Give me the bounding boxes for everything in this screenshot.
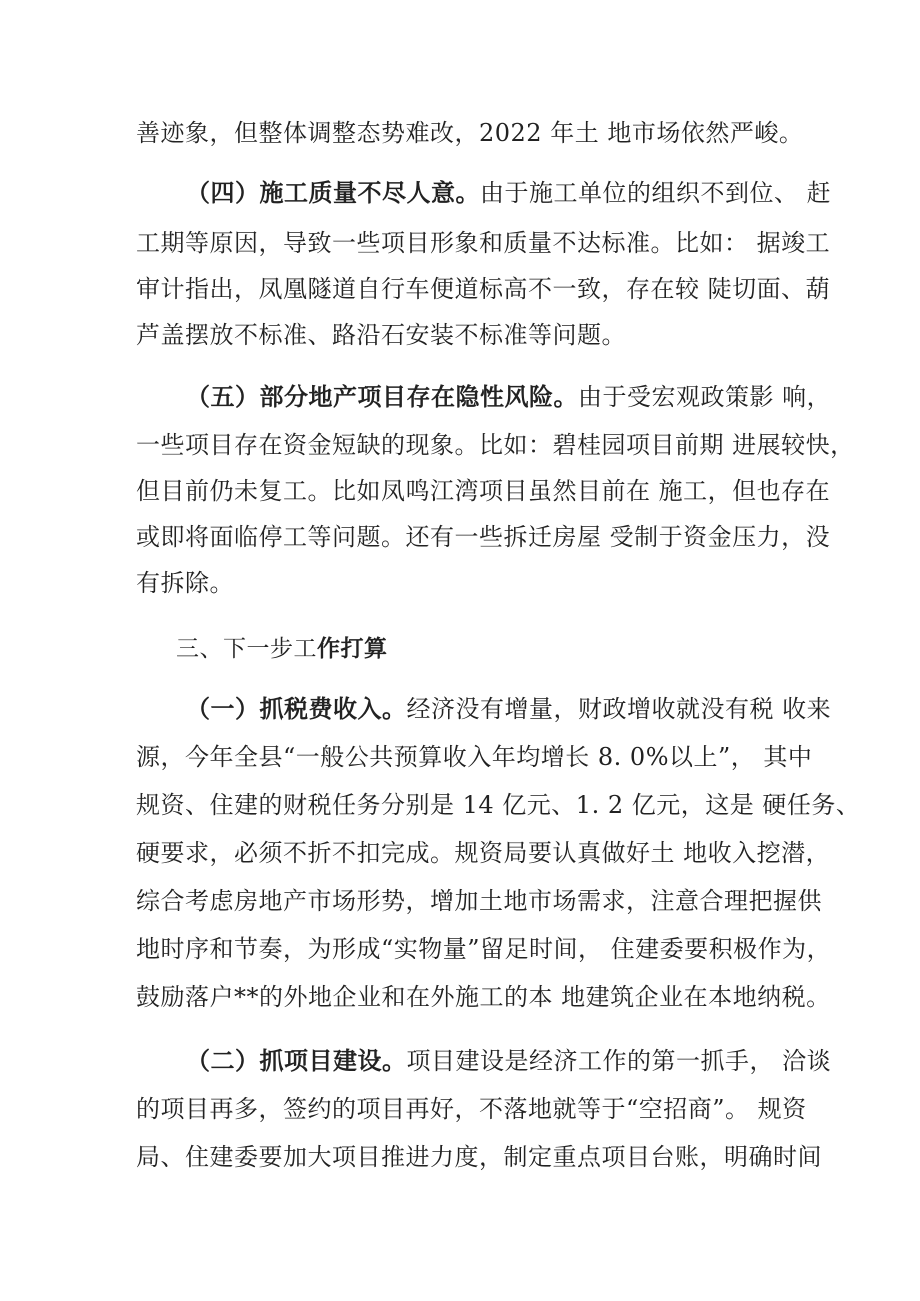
paragraph-line: 硬要求，必须不折不扣完成。规资局要认真做好土 地收入挖潜， — [136, 839, 831, 867]
paragraph-line: 规资、住建的财税任务分别是 14 亿元、1. 2 亿元，这是 硬任务、 — [136, 791, 861, 819]
paragraph-text: 项目建设是经济工作的第一抓手， 洽谈 — [406, 1047, 832, 1075]
paragraph-line: 一些项目存在资金短缺的现象。比如：碧桂园项目前期 进展较快， — [136, 431, 855, 459]
paragraph-line: 鼓励落户**的外地企业和在外施工的本 地建筑企业在本地纳税。 — [136, 983, 831, 1011]
paragraph-line — [186, 176, 831, 210]
paragraph-line — [186, 1044, 831, 1078]
paragraph-heading: （二）抓项目建设。 — [186, 1046, 407, 1075]
paragraph-text: 由于受宏观政策影 响， — [578, 383, 832, 411]
paragraph-line: 有拆除。 — [136, 569, 234, 597]
paragraph-line: 工期等原因，导致一些项目形象和质量不达标准。比如： 据竣工 — [136, 229, 831, 257]
paragraph-heading: （一）抓税费收入。 — [186, 694, 407, 723]
paragraph-line — [186, 692, 831, 726]
section-title-bold: 作打算 — [317, 635, 388, 662]
section-title-plain: 三、下一步工 — [176, 636, 317, 662]
paragraph-heading: （五）部分地产项目存在隐性风险。 — [186, 382, 578, 411]
paragraph-line: 源，今年全县“一般公共预算收入年均增长 8. 0%以上”， 其中 — [136, 743, 813, 771]
paragraph-line: 审计指出，凤凰隧道自行车便道标高不一致，存在较 陡切面、葫 — [136, 275, 831, 303]
section-title — [176, 632, 388, 666]
paragraph-line: 的项目再多，签约的项目再好，不落地就等于“空招商”。 规资 — [136, 1095, 807, 1123]
paragraph-line: 地时序和节奏，为形成“实物量”留足时间， 住建委要积极作为， — [136, 935, 832, 963]
paragraph-line: 但目前仍未复工。比如凤鸣江湾项目虽然目前在 施工，但也存在 — [136, 477, 831, 505]
paragraph-line: 或即将面临停工等问题。还有一些拆迁房屋 受制于资金压力，没 — [136, 523, 831, 551]
paragraph-line: 芦盖摆放不标准、路沿石安装不标准等问题。 — [136, 321, 626, 349]
paragraph-line: 善迹象，但整体调整态势难改，2022 年土 地市场依然严峻。 — [136, 119, 804, 147]
paragraph-line: 综合考虑房地产市场形势，增加土地市场需求，注意合理把握供 — [136, 887, 822, 915]
paragraph-line — [186, 380, 831, 414]
paragraph-text: 经济没有增量，财政增收就没有税 收来 — [406, 695, 832, 723]
paragraph-line: 局、住建委要加大项目推进力度，制定重点项目台账，明确时间 — [136, 1143, 822, 1171]
paragraph-heading: （四）施工质量不尽人意。 — [186, 178, 480, 207]
paragraph-text: 由于施工单位的组织不到位、 赶 — [480, 179, 832, 207]
